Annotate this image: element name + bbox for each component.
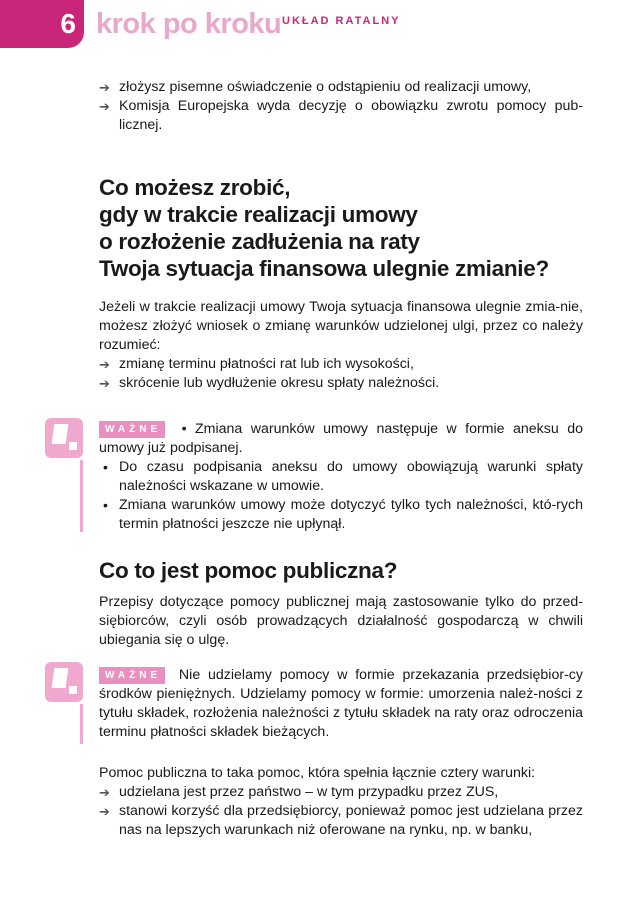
section-label: UKŁAD RATALNY	[282, 15, 401, 27]
list-item: ➔ zmianę terminu płatności rat lub ich wysokości,	[99, 356, 414, 372]
section3-body	[99, 764, 583, 840]
bullet-icon: •	[181, 421, 187, 437]
list-item: • Do czasu podpisania aneksu do umowy obowiązują warunki spłaty należności wskazane w umowie.	[103, 459, 583, 494]
note2-block	[99, 666, 583, 742]
arrow-icon: ➔	[99, 99, 110, 114]
list-item: • Zmiana warunków umowy może dotyczyć tylko tych należności, któ-rych termin płatności jeszcze nie upłynął.	[103, 497, 583, 532]
list-item: ➔ skrócenie lub wydłużenie okresu spłaty należności.	[99, 375, 440, 391]
wazne-badge: WAŻNE	[99, 421, 165, 438]
section2-intro: Przepisy dotyczące pomocy publicznej mają zastosowanie tylko do przed-siębiorców, czyli osób prowadzących działalność gospodarczą w chwili ubiegania się o ulgę.	[99, 594, 583, 648]
note2-text: WAŻNE Nie udzielamy pomocy w formie przekazania przedsiębior-cy środków pieniężnych. Udzielamy pomocy w formie: umorzenia należ-ności z tytułu składek, rozłożenia należności z tytułu składek na raty oraz odroczenia terminu płatności składek bieżących.	[99, 667, 583, 740]
bullet-icon: •	[103, 497, 108, 513]
section2-body	[99, 593, 583, 650]
note1-list	[99, 420, 583, 534]
top-list	[99, 78, 583, 135]
section1-list	[99, 355, 583, 393]
list-item: WAŻNE • Zmiana warunków umowy następuje w formie aneksu do umowy już podpisanej.	[99, 421, 583, 456]
section3-list	[99, 783, 583, 840]
exclamation-icon	[45, 662, 83, 702]
list-item: ➔ Komisja Europejska wyda decyzję o obowiązku zwrotu pomocy pub-licznej.	[99, 98, 583, 133]
page-number: 6	[60, 8, 76, 39]
list-item: ➔ udzielana jest przez państwo – w tym przypadku przez ZUS,	[99, 784, 499, 800]
top-list-block	[99, 78, 583, 135]
bullet-icon: •	[103, 459, 108, 475]
section3-intro: Pomoc publiczna to taka pomoc, która spełnia łącznie cztery warunki:	[99, 765, 536, 781]
page-header	[0, 0, 640, 48]
section2-heading: Co to jest pomoc publiczna?	[99, 558, 398, 583]
arrow-icon: ➔	[99, 80, 110, 95]
series-title: krok po kroku	[96, 8, 282, 40]
exclamation-icon	[45, 418, 83, 458]
note-divider	[80, 460, 83, 532]
list-item: ➔ złożysz pisemne oświadczenie o odstąpieniu od realizacji umowy,	[99, 79, 532, 95]
section1-body	[99, 298, 583, 393]
note-divider	[80, 704, 83, 744]
section1-intro: Jeżeli w trakcie realizacji umowy Twoja sytuacja finansowa ulegnie zmia-nie, możesz złożyć wniosek o zmianę warunków udzielonej ulgi, przez co należy rozumieć:	[99, 299, 583, 353]
list-item: ➔ stanowi korzyść dla przedsiębiorcy, ponieważ pomoc jest udzielana przez nas na lepszych warunkach niż oferowane na rynku, np. w banku,	[99, 803, 583, 838]
wazne-badge: WAŻNE	[99, 667, 165, 684]
section1-heading: Co możesz zrobić, gdy w trakcie realizacji umowy o rozłożenie zadłużenia na raty Twoja sytuacja finansowa ulegnie zmianie?	[99, 175, 549, 281]
page-number-tab	[0, 0, 84, 48]
arrow-icon: ➔	[99, 357, 110, 372]
arrow-icon: ➔	[99, 376, 110, 391]
arrow-icon: ➔	[99, 804, 110, 819]
note1-block	[99, 420, 583, 534]
arrow-icon: ➔	[99, 785, 110, 800]
